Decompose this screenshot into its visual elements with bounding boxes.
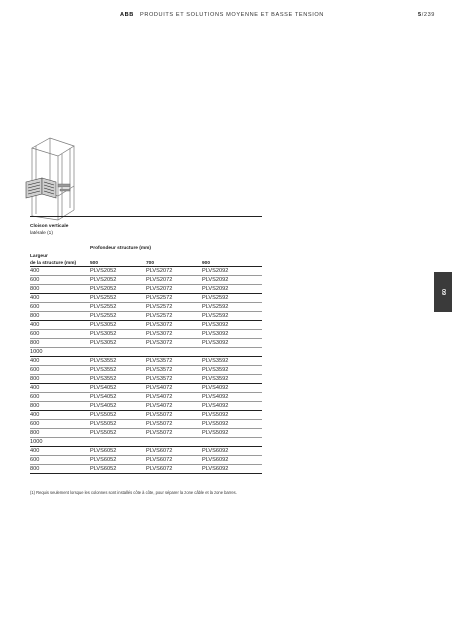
table-cell-code: PLVS6072 (146, 466, 173, 472)
table-cell-code: PLVS6092 (202, 466, 229, 472)
table-title (30, 224, 68, 237)
section-tab (434, 272, 452, 312)
brand-logo: ABB (120, 12, 134, 18)
table-row (30, 365, 262, 374)
table-row (30, 374, 262, 383)
table-cell-width: 1000 (30, 349, 43, 355)
table-cell-code: PLVS2572 (146, 313, 173, 319)
table-row (30, 401, 262, 410)
table-cell-code: PLVS5092 (202, 421, 229, 427)
table-title-line1: Cloison verticale (30, 224, 69, 229)
table-cell-width: 600 (30, 394, 40, 400)
table-cell-width: 800 (30, 313, 40, 319)
table-cell-code: PLVS4052 (90, 385, 117, 391)
footnote: (1) Requis seulement lorsque les colonnes sont installés côte à côte, pour séparer la zone câble et la zone barres. (30, 490, 237, 495)
table-row (30, 311, 262, 320)
table-cell-code: PLVS4092 (202, 403, 229, 409)
row-header-line1: Largeur (30, 254, 48, 259)
table-cell-code: PLVS4052 (90, 394, 117, 400)
table-cell-code: PLVS3592 (202, 358, 229, 364)
table-cell-code: PLVS4052 (90, 403, 117, 409)
table-cell-code: PLVS3552 (90, 376, 117, 382)
table-cell-width: 800 (30, 403, 40, 409)
table-cell-code: PLVS4072 (146, 394, 173, 400)
table-cell-width: 800 (30, 340, 40, 346)
table-row (30, 266, 262, 275)
row-header-line2: de la structure (mm) (30, 260, 77, 266)
page-header (0, 12, 452, 22)
column-header: 500 (90, 261, 99, 266)
table-cell-code: PLVS6072 (146, 457, 173, 463)
page-current: 5 (417, 12, 422, 18)
table-cell-width: 800 (30, 286, 40, 292)
table-row (30, 383, 262, 392)
table-cell-code: PLVS4092 (202, 385, 229, 391)
table-cell-code: PLVS2092 (202, 268, 229, 274)
section-tab-label: 09 (440, 288, 446, 296)
table-row (30, 428, 262, 437)
partition-illustration (22, 130, 92, 222)
table-cell-code: PLVS2552 (90, 304, 117, 310)
table-cell-code: PLVS2552 (90, 295, 117, 301)
table-cell-code: PLVS2572 (146, 295, 173, 301)
table-cell-code: PLVS3572 (146, 358, 173, 364)
table-cell-width: 400 (30, 322, 40, 328)
table-row (30, 293, 262, 302)
table-row (30, 347, 262, 356)
table-cell-code: PLVS3092 (202, 331, 229, 337)
table-cell-code: PLVS6072 (146, 448, 173, 454)
column-header: 700 (146, 261, 155, 266)
table-row (30, 464, 262, 473)
table-cell-code: PLVS2052 (90, 286, 117, 292)
table-cell-width: 600 (30, 331, 40, 337)
table-cell-width: 400 (30, 385, 40, 391)
table-row (30, 284, 262, 293)
table-title-text: latérale (30, 230, 46, 236)
table-row (30, 455, 262, 464)
table-cell-code: PLVS4072 (146, 403, 173, 409)
table-cell-code: PLVS6052 (90, 448, 117, 454)
table-row (30, 392, 262, 401)
table-cell-code: PLVS2092 (202, 286, 229, 292)
table-cell-code: PLVS3052 (90, 322, 117, 328)
page-number (418, 12, 435, 18)
table-title-sup: (1) (47, 230, 53, 236)
table-cell-code: PLVS2072 (146, 277, 173, 283)
table-cell-code: PLVS3052 (90, 340, 117, 346)
table-cell-code: PLVS3092 (202, 322, 229, 328)
table-cell-code: PLVS3052 (90, 331, 117, 337)
table-row (30, 320, 262, 329)
table-cell-width: 600 (30, 367, 40, 373)
table-cell-width: 800 (30, 376, 40, 382)
table-cell-width: 400 (30, 268, 40, 274)
table-cell-code: PLVS3592 (202, 367, 229, 373)
table-cell-code: PLVS3572 (146, 367, 173, 373)
table-cell-code: PLVS3092 (202, 340, 229, 346)
table-cell-width: 400 (30, 448, 40, 454)
table-cell-code: PLVS2072 (146, 268, 173, 274)
page-total: /239 (421, 12, 435, 18)
table-row (30, 275, 262, 284)
table-cell-code: PLVS5052 (90, 412, 117, 418)
table-cell-code: PLVS2592 (202, 304, 229, 310)
table-row (30, 419, 262, 428)
table-cell-width: 600 (30, 421, 40, 427)
table-cell-code: PLVS5072 (146, 430, 173, 436)
table-cell-code: PLVS5092 (202, 412, 229, 418)
table-row (30, 302, 262, 311)
table-row (30, 410, 262, 419)
table-cell-code: PLVS3592 (202, 376, 229, 382)
reference-table (30, 266, 262, 474)
table-cell-code: PLVS6052 (90, 457, 117, 463)
table-title-line2 (30, 231, 68, 238)
table-cell-width: 400 (30, 295, 40, 301)
table-cell-code: PLVS5072 (146, 421, 173, 427)
table-cell-width: 600 (30, 304, 40, 310)
table-cell-code: PLVS6092 (202, 448, 229, 454)
table-cell-width: 600 (30, 277, 40, 283)
table-cell-code: PLVS2592 (202, 313, 229, 319)
table-top-rule (30, 216, 262, 217)
table-cell-width: 800 (30, 466, 40, 472)
table-cell-width: 800 (30, 430, 40, 436)
table-cell-width: 600 (30, 457, 40, 463)
table-cell-code: PLVS6092 (202, 457, 229, 463)
table-row (30, 437, 262, 446)
table-row (30, 329, 262, 338)
table-cell-code: PLVS5052 (90, 421, 117, 427)
column-header: 900 (202, 261, 211, 266)
table-cell-code: PLVS2572 (146, 304, 173, 310)
table-cell-width: 400 (30, 412, 40, 418)
table-cell-code: PLVS2592 (202, 295, 229, 301)
header-title: PRODUITS ET SOLUTIONS MOYENNE ET BASSE TENSION (140, 12, 324, 18)
table-row (30, 338, 262, 347)
table-cell-code: PLVS2052 (90, 268, 117, 274)
table-cell-code: PLVS2072 (146, 286, 173, 292)
table-cell-code: PLVS5052 (90, 430, 117, 436)
table-cell-code: PLVS4072 (146, 385, 173, 391)
table-cell-code: PLVS3072 (146, 322, 173, 328)
table-cell-code: PLVS4092 (202, 394, 229, 400)
table-cell-code: PLVS5092 (202, 430, 229, 436)
table-row (30, 446, 262, 455)
table-cell-code: PLVS2052 (90, 277, 117, 283)
table-cell-code: PLVS5072 (146, 412, 173, 418)
table-cell-code: PLVS3572 (146, 376, 173, 382)
group-header: Profondeur structure (mm) (90, 246, 152, 251)
table-cell-code: PLVS3072 (146, 340, 173, 346)
table-row (30, 356, 262, 365)
table-cell-code: PLVS3552 (90, 367, 117, 373)
table-cell-code: PLVS6052 (90, 466, 117, 472)
table-cell-code: PLVS3072 (146, 331, 173, 337)
table-cell-width: 400 (30, 358, 40, 364)
table-cell-code: PLVS2552 (90, 313, 117, 319)
table-cell-code: PLVS3552 (90, 358, 117, 364)
table-cell-width: 1000 (30, 439, 43, 445)
table-cell-code: PLVS2092 (202, 277, 229, 283)
